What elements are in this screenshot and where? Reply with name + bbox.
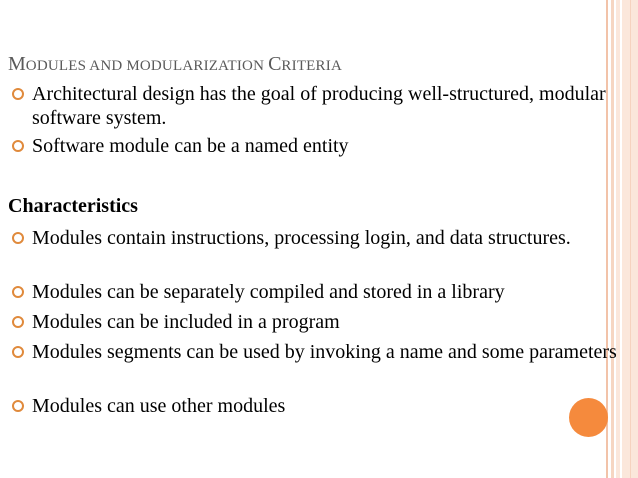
ring-bullet-icon bbox=[12, 400, 24, 412]
ring-bullet-icon bbox=[12, 140, 24, 152]
ring-bullet-icon bbox=[12, 88, 24, 100]
ring-bullet-icon bbox=[12, 346, 24, 358]
bullet-item bbox=[12, 226, 607, 274]
accent-circle bbox=[569, 398, 608, 437]
ring-bullet-icon bbox=[12, 232, 24, 244]
title-text: RITERIA bbox=[281, 58, 342, 74]
title-text: ODULES AND MODULARIZATION bbox=[25, 58, 269, 74]
bullet-text: Modules can be included in a program bbox=[32, 311, 340, 333]
bullet-text: Modules segments can be used by invoking a name and some parameters bbox=[32, 341, 617, 363]
title-initial: M bbox=[8, 53, 26, 75]
bullet-item bbox=[12, 280, 607, 304]
bullet-item bbox=[12, 134, 607, 158]
ring-bullet-icon bbox=[12, 316, 24, 328]
bullet-item bbox=[12, 310, 607, 334]
decorative-stripe bbox=[620, 0, 622, 478]
title-initial: C bbox=[268, 53, 282, 75]
bullet-text: Modules can be separately compiled and stored in a library bbox=[32, 281, 505, 303]
slide-title bbox=[8, 52, 342, 78]
bullet-item bbox=[12, 340, 617, 388]
bullet-text: Modules can use other modules bbox=[32, 395, 286, 417]
ring-bullet-icon bbox=[12, 286, 24, 298]
bullet-text: Software module can be a named entity bbox=[32, 135, 349, 157]
bullet-text: Architectural design has the goal of producing well-structured, modular software system. bbox=[32, 83, 606, 129]
bullet-item bbox=[12, 394, 607, 418]
decorative-stripe bbox=[630, 0, 631, 478]
bullet-item bbox=[12, 82, 607, 130]
characteristics-heading: Characteristics bbox=[8, 195, 138, 217]
bullet-text: Modules contain instructions, processing login, and data structures. bbox=[32, 227, 571, 249]
